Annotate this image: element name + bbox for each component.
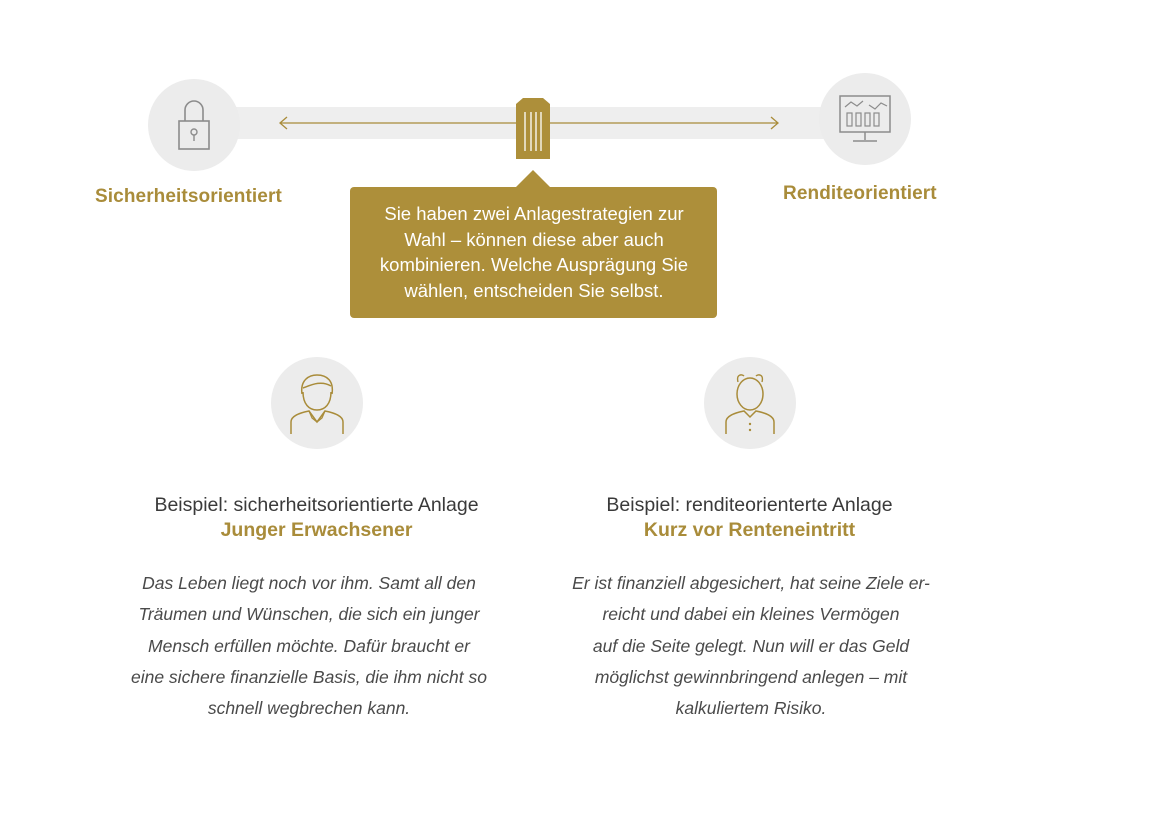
example-text-return [556, 568, 946, 724]
text-line: kalkuliertem Risiko. [675, 698, 827, 719]
example-title-security: Beispiel: sicherheitsorientierte Anlage [154, 494, 479, 516]
monitor-chart-icon [837, 93, 893, 145]
column-handle-icon[interactable] [514, 96, 552, 160]
text-line: möglichst gewinnbringend anlegen – mit [594, 666, 908, 687]
text-line: eine sichere finanzielle Basis, die ihm nicht so [130, 666, 487, 687]
text-line: schnell wegbrechen kann. [207, 698, 411, 719]
return-label: Renditeorientiert [783, 183, 937, 204]
security-label: Sicherheitsorientiert [95, 186, 282, 207]
security-circle [148, 79, 240, 171]
text-line: auf die Seite gelegt. Nun will er das Geld [592, 635, 910, 656]
young-man-avatar [271, 357, 363, 449]
older-man-icon [722, 370, 778, 436]
older-man-avatar [704, 357, 796, 449]
text-line: Er ist finanziell abgesichert, hat seine Ziele er- [572, 573, 930, 593]
text-line: Träumen und Wünschen, die sich ein junger [138, 604, 480, 625]
text-line: Das Leben liegt noch vor ihm. Samt all den [142, 573, 476, 593]
lock-icon [174, 97, 214, 153]
return-circle [819, 73, 911, 165]
text-line: reicht und dabei ein kleines Vermögen [602, 604, 900, 625]
example-title-return: Beispiel: renditeorienterte Anlage [606, 494, 893, 516]
tooltip-text: Sie haben zwei Anlagestrategien zur Wahl – können diese aber auch kombinieren. Welche Ausprägung Sie wählen, entscheiden Sie selbst. [379, 203, 689, 301]
example-subtitle-young-adult: Junger Erwachsener [220, 519, 413, 541]
tooltip-pointer [515, 170, 551, 188]
young-man-icon [287, 370, 347, 436]
example-text-security [110, 568, 508, 724]
example-subtitle-pre-retirement: Kurz vor Renteneintritt [643, 519, 856, 541]
text-line: Mensch erfüllen möchte. Dafür braucht er [148, 635, 470, 656]
